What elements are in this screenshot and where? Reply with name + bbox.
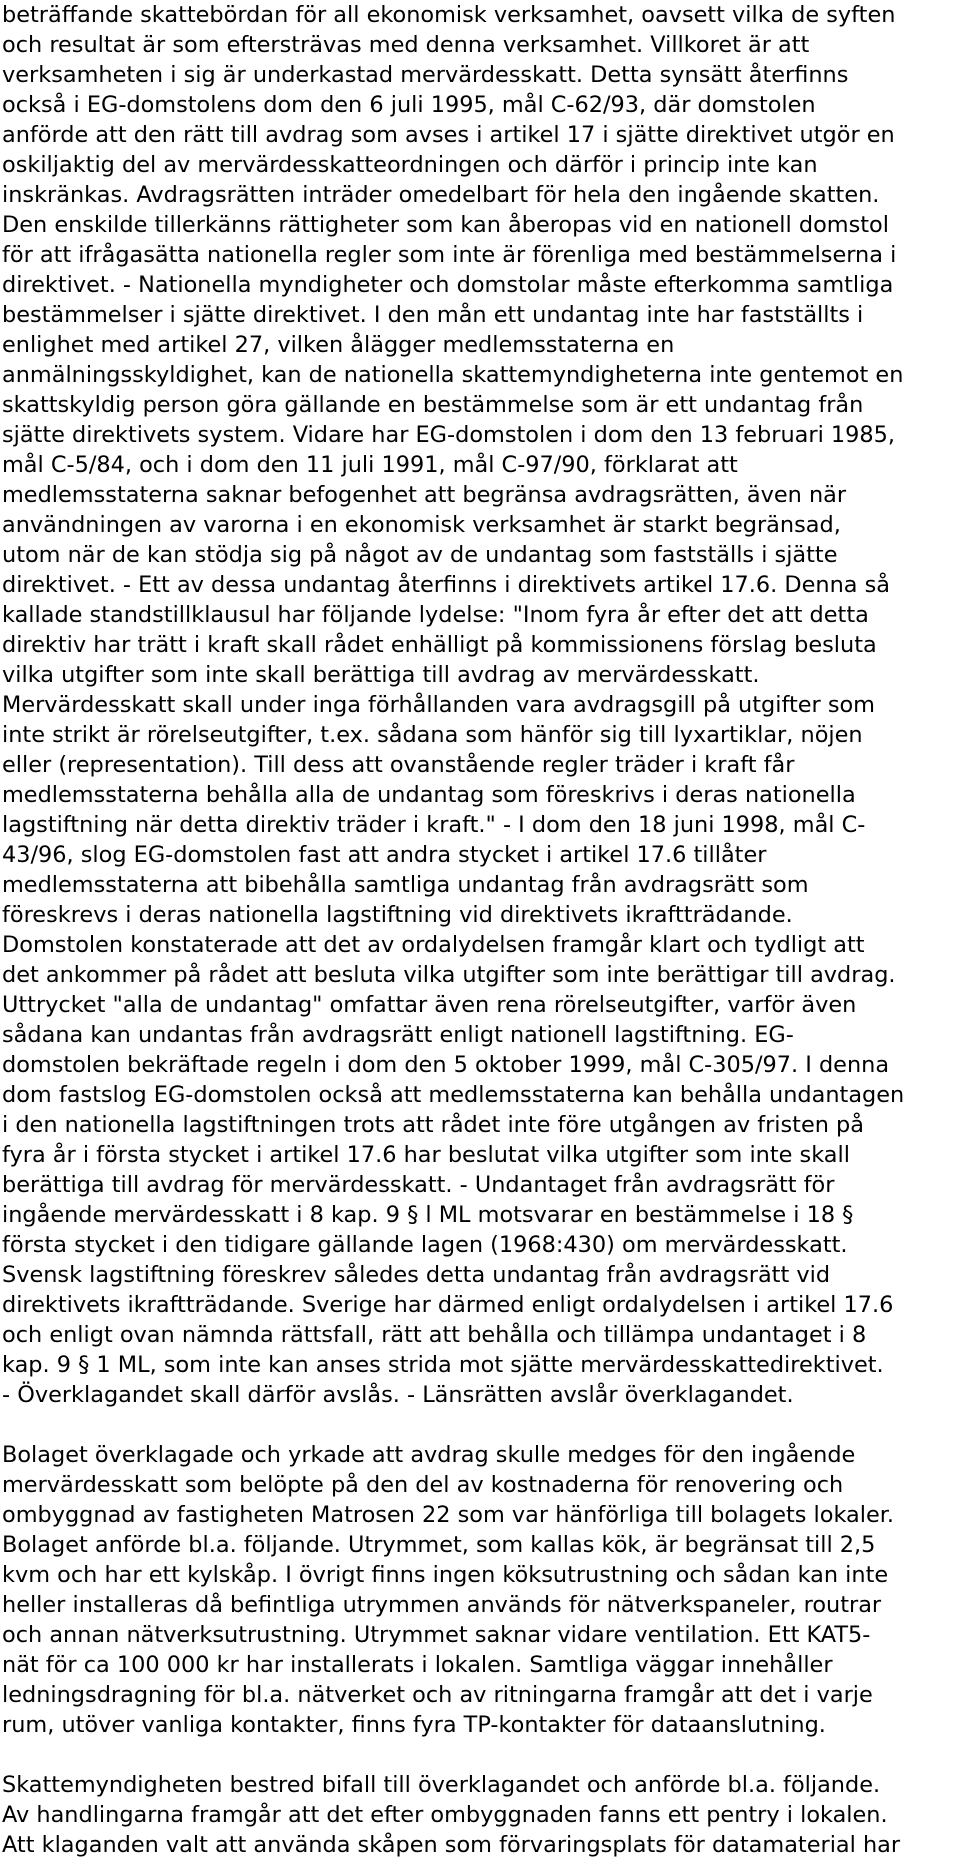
text-line: direktivet. - Ett av dessa undantag återfinns i direktivets artikel 17.6. Denna så <box>2 572 891 598</box>
text-line: nät för ca 100 000 kr har installerats i lokalen. Samtliga väggar innehåller <box>2 1652 833 1678</box>
text-line: ledningsdragning för bl.a. nätverket och av ritningarna framgår att det i varje <box>2 1682 873 1708</box>
text-line: dom fastslog EG-domstolen också att medlemsstaterna kan behålla undantagen <box>2 1082 905 1108</box>
text-line: mål C-5/84, och i dom den 11 juli 1991, mål C-97/90, förklarat att <box>2 452 738 478</box>
text-line: verksamheten i sig är underkastad mervärdesskatt. Detta synsätt återfinns <box>2 62 849 88</box>
text-line: anförde att den rätt till avdrag som avses i artikel 17 i sjätte direktivet utgör en <box>2 122 895 148</box>
text-line: Att klaganden valt att använda skåpen som förvaringsplats för datamaterial har <box>2 1832 901 1858</box>
text-line: inskränkas. Avdragsrätten inträder omedelbart för hela den ingående skatten. <box>2 182 880 208</box>
text-line: Mervärdesskatt skall under inga förhållanden vara avdragsgill på utgifter som <box>2 692 875 718</box>
text-line: enlighet med artikel 27, vilken ålägger medlemsstaterna en <box>2 332 675 358</box>
text-line: medlemsstaterna att bibehålla samtliga undantag från avdragsrätt som <box>2 872 809 898</box>
text-line: och annan nätverksutrustning. Utrymmet saknar vidare ventilation. Ett KAT5- <box>2 1622 871 1648</box>
text-line: bestämmelser i sjätte direktivet. I den mån ett undantag inte har fastställts i <box>2 302 864 328</box>
text-line: rum, utöver vanliga kontakter, finns fyra TP-kontakter för dataanslutning. <box>2 1712 826 1738</box>
text-line: skattskyldig person göra gällande en bestämmelse som är ett undantag från <box>2 392 864 418</box>
text-line: oskiljaktig del av mervärdesskatteordningen och därför i princip inte kan <box>2 152 818 178</box>
text-line: också i EG-domstolens dom den 6 juli 1995, mål C-62/93, där domstolen <box>2 92 816 118</box>
text-line: direktivets ikraftträdande. Sverige har därmed enligt ordalydelsen i artikel 17.6 <box>2 1292 894 1318</box>
text-line: berättiga till avdrag för mervärdesskatt. - Undantaget från avdragsrätt för <box>2 1172 835 1198</box>
text-line: direktivet. - Nationella myndigheter och domstolar måste efterkomma samtliga <box>2 272 894 298</box>
text-line: Bolaget överklagade och yrkade att avdrag skulle medges för den ingående <box>2 1442 856 1468</box>
text-line: Bolaget anförde bl.a. följande. Utrymmet, som kallas kök, är begränsat till 2,5 <box>2 1532 876 1558</box>
text-line: beträffande skattebördan för all ekonomisk verksamhet, oavsett vilka de syften <box>2 2 896 28</box>
text-line: inte strikt är rörelseutgifter, t.ex. sådana som hänför sig till lyxartiklar, nöjen <box>2 722 863 748</box>
text-line: för att ifrågasätta nationella regler som inte är förenliga med bestämmelserna i <box>2 242 897 268</box>
text-line: mervärdesskatt som belöpte på den del av kostnaderna för renovering och <box>2 1472 844 1498</box>
text-line: kallade standstillklausul har följande lydelse: "Inom fyra år efter det att detta <box>2 602 869 628</box>
text-line: det ankommer på rådet att besluta vilka utgifter som inte berättigar till avdrag. <box>2 962 896 988</box>
text-line: fyra år i första stycket i artikel 17.6 har beslutat vilka utgifter som inte skall <box>2 1142 850 1168</box>
text-line: Uttrycket "alla de undantag" omfattar även rena rörelseutgifter, varför även <box>2 992 857 1018</box>
text-line: vilka utgifter som inte skall berättiga till avdrag av mervärdesskatt. <box>2 662 760 688</box>
text-line: - Överklagandet skall därför avslås. - Länsrätten avslår överklagandet. <box>2 1382 794 1408</box>
text-line: 43/96, slog EG-domstolen fast att andra stycket i artikel 17.6 tillåter <box>2 842 767 868</box>
text-line: Svensk lagstiftning föreskrev således detta undantag från avdragsrätt vid <box>2 1262 831 1288</box>
text-line: utom när de kan stödja sig på något av de undantag som fastställs i sjätte <box>2 542 838 568</box>
text-line: anmälningsskyldighet, kan de nationella skattemyndigheterna inte gentemot en <box>2 362 904 388</box>
text-line: sjätte direktivets system. Vidare har EG-domstolen i dom den 13 februari 1985, <box>2 422 896 448</box>
text-line: kvm och har ett kylskåp. I övrigt finns ingen köksutrustning och sådan kan inte <box>2 1562 889 1588</box>
text-line: medlemsstaterna behålla alla de undantag som föreskrivs i deras nationella <box>2 782 856 808</box>
text-line: domstolen bekräftade regeln i dom den 5 oktober 1999, mål C-305/97. I denna <box>2 1052 890 1078</box>
text-line: Skattemyndigheten bestred bifall till överklagandet och anförde bl.a. följande. <box>2 1772 881 1798</box>
text-line: första stycket i den tidigare gällande lagen (1968:430) om mervärdesskatt. <box>2 1232 848 1258</box>
text-line: Domstolen konstaterade att det av ordalydelsen framgår klart och tydligt att <box>2 932 865 958</box>
text-line: medlemsstaterna saknar befogenhet att begränsa avdragsrätten, även när <box>2 482 847 508</box>
text-line: föreskrevs i deras nationella lagstiftning vid direktivets ikraftträdande. <box>2 902 793 928</box>
text-line: heller installeras då befintliga utrymmen används för nätverkspaneler, routrar <box>2 1592 882 1618</box>
text-line: kap. 9 § 1 ML, som inte kan anses strida mot sjätte mervärdesskattedirektivet. <box>2 1352 884 1378</box>
text-line: Av handlingarna framgår att det efter ombyggnaden fanns ett pentry i lokalen. <box>2 1802 888 1828</box>
text-line: direktiv har trätt i kraft skall rådet enhälligt på kommissionens förslag besluta <box>2 632 877 658</box>
text-line: och resultat är som eftersträvas med denna verksamhet. Villkoret är att <box>2 32 810 58</box>
text-line: och enligt ovan nämnda rättsfall, rätt att behålla och tillämpa undantaget i 8 <box>2 1322 867 1348</box>
text-line: lagstiftning när detta direktiv träder i kraft." - I dom den 18 juni 1998, mål C- <box>2 812 866 838</box>
text-line: eller (representation). Till dess att ovanstående regler träder i kraft får <box>2 752 795 778</box>
text-line: Den enskilde tillerkänns rättigheter som kan åberopas vid en nationell domstol <box>2 212 889 238</box>
text-line: användningen av varorna i en ekonomisk verksamhet är starkt begränsad, <box>2 512 841 538</box>
text-line: ingående mervärdesskatt i 8 kap. 9 § l ML motsvarar en bestämmelse i 18 § <box>2 1202 854 1228</box>
text-line: i den nationella lagstiftningen trots att rådet inte före utgången av fristen på <box>2 1112 864 1138</box>
text-line: sådana kan undantas från avdragsrätt enligt nationell lagstiftning. EG- <box>2 1022 794 1048</box>
text-line: ombyggnad av fastigheten Matrosen 22 som var hänförliga till bolagets lokaler. <box>2 1502 895 1528</box>
